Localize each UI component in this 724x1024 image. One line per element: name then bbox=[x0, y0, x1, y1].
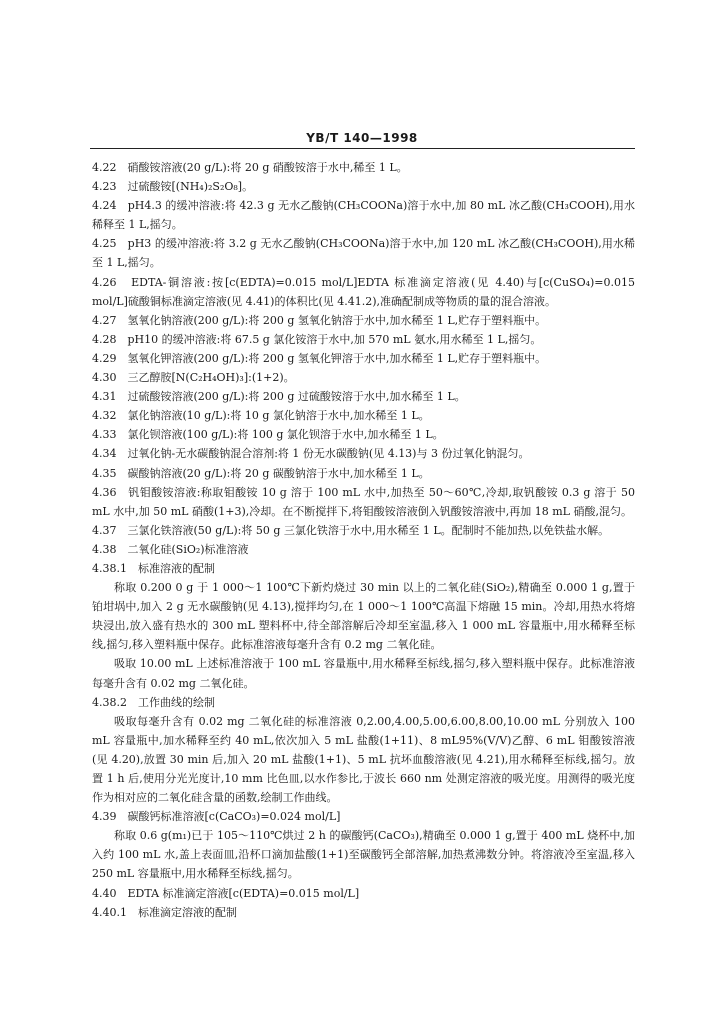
paragraph: 4.30 三乙醇胺[N(C₂H₄OH)₃]:(1+2)。 bbox=[92, 371, 295, 385]
paragraph: 4.38.1 标准溶液的配制 bbox=[92, 561, 215, 575]
paragraph: 4.37 三氯化铁溶液(50 g/L):将 50 g 三氯化铁溶于水中,用水稀至 1 L。配制时不能加热,以免铁盐水解。 bbox=[92, 523, 610, 537]
paragraph: 4.31 过硫酸铵溶液(200 g/L):将 200 g 过硫酸铵溶于水中,加水稀至 1 L。 bbox=[92, 390, 466, 404]
paragraph: 4.39 碳酸钙标准溶液[c(CaCO₃)=0.024 mol/L] bbox=[92, 810, 341, 824]
paragraph: 4.26 EDTA-铜溶液:按[c(EDTA)=0.015 mol/L]EDTA 标准滴定溶液(见 4.40)与[c(CuSO₄)=0.015 mol/L]硫酸铜标准滴定溶液(见 4.41)的体积比(见 4.41.2),准确配制成等物质的量的混合溶液。 bbox=[92, 275, 635, 308]
paragraph: 4.28 pH10 的缓冲溶液:将 67.5 g 氯化铵溶于水中,加 570 mL 氨水,用水稀至 1 L,摇匀。 bbox=[92, 332, 542, 346]
document-body bbox=[92, 158, 635, 922]
paragraph: 4.40.1 标准滴定溶液的配制 bbox=[92, 905, 237, 919]
paragraph: 4.32 氯化钠溶液(10 g/L):将 10 g 氯化钠溶于水中,加水稀至 1 L。 bbox=[92, 409, 430, 423]
paragraph: 称取 0.6 g(m₁)已于 105～110℃烘过 2 h 的碳酸钙(CaCO₃),精确至 0.000 1 g,置于 400 mL 烧杯中,加入约 100 mL 水,盖上表面皿,沿杯口滴加盐酸(1+1)至碳酸钙全部溶解,加热煮沸数分钟。将溶液冷至室温,移入 250 mL 容量瓶中,用水稀释至标线,摇匀。 bbox=[92, 829, 635, 881]
page-header: YB/T 140—1998 bbox=[306, 131, 418, 145]
paragraph: 4.38 二氧化硅(SiO₂)标准溶液 bbox=[92, 542, 249, 556]
paragraph: 4.34 过氧化钠-无水碳酸钠混合溶剂:将 1 份无水碳酸钠(见 4.13)与 3 份过氧化钠混匀。 bbox=[92, 447, 530, 461]
paragraph: 4.35 碳酸钠溶液(20 g/L):将 20 g 碳酸钠溶于水中,加水稀至 1 L。 bbox=[92, 466, 430, 480]
paragraph: 吸取 10.00 mL 上述标准溶液于 100 mL 容量瓶中,用水稀释至标线,摇匀,移入塑料瓶中保存。此标准溶液每毫升含有 0.02 mg 二氧化硅。 bbox=[92, 657, 635, 690]
paragraph: 4.40 EDTA 标准滴定溶液[c(EDTA)=0.015 mol/L] bbox=[92, 886, 360, 900]
paragraph: 吸取每毫升含有 0.02 mg 二氧化硅的标准溶液 0,2.00,4.00,5.00,6.00,8.00,10.00 mL 分别放入 100 mL 容量瓶中,加水稀释至约 40 mL,依次加入 5 mL 盐酸(1+11)、8 mL95%(V/V)乙醇、6 mL 钼酸铵溶液(见 4.20),放置 30 min 后,加入 20 mL 盐酸(1+1)、5 mL 抗坏血酸溶液(见 4.21),用水稀释至标线,摇匀。放置 1 h 后,使用分光光度计,10 mm 比色皿,以水作参比,于波长 660 nm 处测定溶液的吸光度。用测得的吸光度作为相对应的二氧化硅含量的函数,绘制工作曲线。 bbox=[92, 714, 635, 805]
paragraph: 4.33 氯化钡溶液(100 g/L):将 100 g 氯化钡溶于水中,加水稀至 1 L。 bbox=[92, 428, 444, 442]
paragraph: 4.24 pH4.3 的缓冲溶液:将 42.3 g 无水乙酸钠(CH₃COONa)溶于水中,加 80 mL 冰乙酸(CH₃COOH),用水稀释至 1 L,摇匀。 bbox=[92, 199, 635, 232]
header-rule bbox=[90, 148, 635, 149]
paragraph: 称取 0.200 0 g 于 1 000～1 100℃下新灼烧过 30 min 以上的二氧化硅(SiO₂),精确至 0.000 1 g,置于铂坩埚中,加入 2 g 无水碳酸钠(见 4.13),搅拌均匀,在 1 000～1 100℃高温下熔融 15 min。冷却,用热水将熔块浸出,放入盛有热水的 300 mL 塑料杯中,待全部溶解后冷却至室温,移入 1 000 mL 容量瓶中,用水稀释至标线,摇匀,移入塑料瓶中保存。此标准溶液每毫升含有 0.2 mg 二氧化硅。 bbox=[92, 581, 635, 652]
paragraph: 4.23 过硫酸铵[(NH₄)₂S₂O₈]。 bbox=[92, 180, 254, 194]
paragraph: 4.38.2 工作曲线的绘制 bbox=[92, 695, 215, 709]
paragraph: 4.27 氢氧化钠溶液(200 g/L):将 200 g 氢氧化钠溶于水中,加水稀至 1 L,贮存于塑料瓶中。 bbox=[92, 313, 547, 327]
paragraph: 4.29 氢氧化钾溶液(200 g/L):将 200 g 氢氧化钾溶于水中,加水稀至 1 L,贮存于塑料瓶中。 bbox=[92, 351, 547, 365]
paragraph: 4.25 pH3 的缓冲溶液:将 3.2 g 无水乙酸钠(CH₃COONa)溶于水中,加 120 mL 冰乙酸(CH₃COOH),用水稀至 1 L,摇匀。 bbox=[92, 237, 635, 270]
paragraph: 4.22 硝酸铵溶液(20 g/L):将 20 g 硝酸铵溶于水中,稀至 1 L。 bbox=[92, 161, 408, 174]
paragraph: 4.36 钒钼酸铵溶液:称取钼酸铵 10 g 溶于 100 mL 水中,加热至 50～60℃,冷却,取钒酸铵 0.3 g 溶于 50 mL 水中,加 50 mL 硝酸(1+3),冷却。在不断搅拌下,将钼酸铵溶液倒入钒酸铵溶液中,再加 18 mL 硝酸,混匀。 bbox=[92, 485, 635, 518]
